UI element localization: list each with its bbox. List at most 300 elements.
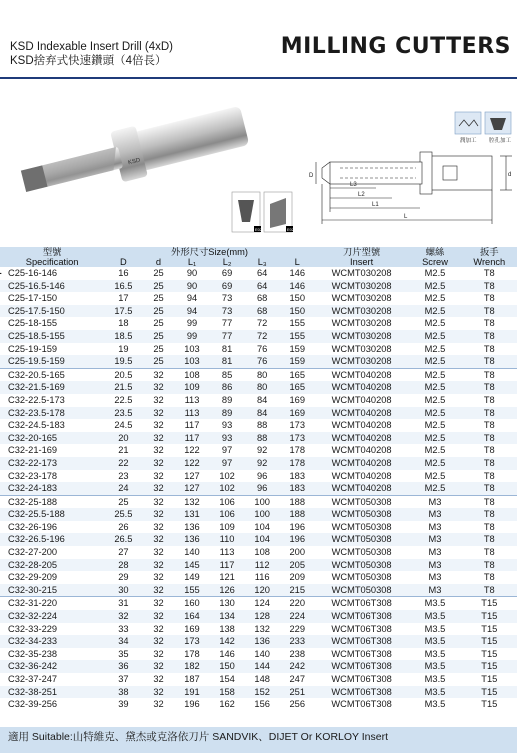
cell-model: C32-39-256 — [0, 698, 104, 711]
cell-insert: WCMT030208 — [315, 317, 409, 330]
cell-insert: WCMT040208 — [315, 457, 409, 470]
cell-L3: 76 — [245, 343, 280, 356]
header-screw-cn: 螺絲 — [408, 247, 461, 257]
cell-wrench: T8 — [462, 482, 517, 495]
cell-model: C32-38-251 — [0, 686, 104, 699]
table-row — [0, 381, 517, 394]
cell-model: C32-23.5-178 — [0, 407, 104, 420]
cell-model: C32-22.5-173 — [0, 394, 104, 407]
cell-L2: 158 — [210, 686, 245, 699]
cell-L1: 103 — [174, 343, 209, 356]
cell-insert: WCMT030208 — [315, 305, 409, 318]
cell-L2: 89 — [210, 407, 245, 420]
cell-L3: 100 — [245, 508, 280, 521]
table-row — [0, 305, 517, 318]
table-row — [0, 407, 517, 420]
cell-model: C25-19-159 — [0, 343, 104, 356]
cell-L: 155 — [280, 317, 315, 330]
cell-d: 32 — [143, 508, 175, 521]
cell-L: 188 — [280, 495, 315, 508]
cell-model: C25-19.5-159 — [0, 355, 104, 368]
cell-D: 36 — [104, 660, 142, 673]
cell-D: 32 — [104, 610, 142, 623]
cell-L: 220 — [280, 597, 315, 610]
cell-wrench: T8 — [462, 546, 517, 559]
table-row — [0, 330, 517, 343]
title-english: KSD Indexable Insert Drill (4xD) — [10, 41, 173, 53]
table-row — [0, 368, 517, 381]
cell-D: 23 — [104, 470, 142, 483]
boring-icon — [485, 112, 512, 144]
cell-D: 28 — [104, 559, 142, 572]
cell-L2: 121 — [210, 571, 245, 584]
table-row — [0, 457, 517, 470]
header-D: D — [104, 257, 142, 267]
cell-L: 178 — [280, 457, 315, 470]
cell-D: 19 — [104, 343, 142, 356]
cell-screw: M2.5 — [408, 343, 461, 356]
cell-d: 32 — [143, 407, 175, 420]
cell-L1: 99 — [174, 317, 209, 330]
cell-D: 16.5 — [104, 280, 142, 293]
cell-L2: 117 — [210, 559, 245, 572]
cell-d: 32 — [143, 394, 175, 407]
cell-D: 27 — [104, 546, 142, 559]
cell-screw: M3 — [408, 533, 461, 546]
table-row — [0, 546, 517, 559]
cell-screw: M2.5 — [408, 381, 461, 394]
cell-L2: 81 — [210, 343, 245, 356]
cell-model: C32-26-196 — [0, 521, 104, 534]
svg-text:L: L — [404, 214, 408, 220]
cell-L3: 76 — [245, 355, 280, 368]
cell-d: 32 — [143, 571, 175, 584]
table-row — [0, 317, 517, 330]
cell-L3: 72 — [245, 317, 280, 330]
cell-d: 32 — [143, 533, 175, 546]
cell-D: 16 — [104, 267, 142, 280]
cell-wrench: T15 — [462, 660, 517, 673]
cell-model: C32-25-188 — [0, 495, 104, 508]
cell-screw: M2.5 — [408, 457, 461, 470]
cell-wrench: T15 — [462, 635, 517, 648]
cell-screw: M3.5 — [408, 660, 461, 673]
cell-model: C32-21-169 — [0, 444, 104, 457]
cell-d: 25 — [143, 317, 175, 330]
cell-L1: 122 — [174, 457, 209, 470]
cell-L3: 156 — [245, 698, 280, 711]
cell-wrench: T8 — [462, 559, 517, 572]
cell-L1: 103 — [174, 355, 209, 368]
cell-screw: M2.5 — [408, 368, 461, 381]
cell-L2: 73 — [210, 292, 245, 305]
cell-model: C25-16.5-146 — [0, 280, 104, 293]
cell-insert: WCMT050308 — [315, 495, 409, 508]
cell-screw: M2.5 — [408, 305, 461, 318]
cell-L3: 68 — [245, 305, 280, 318]
cell-L: 242 — [280, 660, 315, 673]
cell-wrench: T8 — [462, 508, 517, 521]
cell-d: 32 — [143, 470, 175, 483]
cell-screw: M2.5 — [408, 292, 461, 305]
cell-wrench: T8 — [462, 343, 517, 356]
cell-screw: M3 — [408, 584, 461, 597]
cell-L1: 136 — [174, 533, 209, 546]
cell-L2: 113 — [210, 546, 245, 559]
cell-model: C25-17-150 — [0, 292, 104, 305]
insert-images — [232, 192, 293, 232]
cell-d: 32 — [143, 584, 175, 597]
cell-L3: 88 — [245, 419, 280, 432]
cell-insert: WCMT030208 — [315, 292, 409, 305]
cell-D: 20 — [104, 432, 142, 445]
table-row — [0, 292, 517, 305]
cell-L: 159 — [280, 355, 315, 368]
cell-wrench: T8 — [462, 267, 517, 280]
page-header — [0, 0, 517, 78]
cell-wrench: T8 — [462, 457, 517, 470]
cell-wrench: T8 — [462, 584, 517, 597]
cell-d: 32 — [143, 419, 175, 432]
cell-d: 25 — [143, 267, 175, 280]
drill-photo — [17, 100, 251, 206]
cell-L2: 150 — [210, 660, 245, 673]
cell-insert: WCMT040208 — [315, 381, 409, 394]
cell-model: C25-17.5-150 — [0, 305, 104, 318]
cell-L3: 144 — [245, 660, 280, 673]
cell-wrench: T15 — [462, 686, 517, 699]
cell-L2: 89 — [210, 394, 245, 407]
cell-insert: WCMT040208 — [315, 394, 409, 407]
cell-d: 32 — [143, 381, 175, 394]
header-insert-en: Insert — [315, 257, 409, 267]
cell-D: 39 — [104, 698, 142, 711]
cell-insert: WCMT06T308 — [315, 686, 409, 699]
cell-L1: 149 — [174, 571, 209, 584]
cell-model: C32-26.5-196 — [0, 533, 104, 546]
cell-L: 150 — [280, 292, 315, 305]
table-row — [0, 355, 517, 368]
dimension-drawing — [316, 152, 512, 224]
cell-insert: WCMT06T308 — [315, 623, 409, 636]
cell-screw: M3 — [408, 508, 461, 521]
cell-D: 22.5 — [104, 394, 142, 407]
cell-L3: 72 — [245, 330, 280, 343]
cell-L3: 84 — [245, 394, 280, 407]
table-row — [0, 698, 517, 711]
cell-L2: 77 — [210, 330, 245, 343]
cell-screw: M3.5 — [408, 610, 461, 623]
cell-wrench: T15 — [462, 648, 517, 661]
cell-L2: 162 — [210, 698, 245, 711]
cell-L1: 108 — [174, 368, 209, 381]
cell-L2: 134 — [210, 610, 245, 623]
cell-L1: 196 — [174, 698, 209, 711]
cell-L: 173 — [280, 432, 315, 445]
cell-screw: M3 — [408, 559, 461, 572]
cell-wrench: T8 — [462, 330, 517, 343]
cell-L2: 154 — [210, 673, 245, 686]
svg-text:E02: E02 — [287, 227, 295, 232]
cell-wrench: T8 — [462, 533, 517, 546]
cell-L1: 94 — [174, 305, 209, 318]
model-prefix — [0, 267, 2, 280]
table-row — [0, 267, 517, 280]
table-row — [0, 432, 517, 445]
cell-L1: 164 — [174, 610, 209, 623]
drill-figure — [0, 82, 517, 242]
cell-model: C32-27-200 — [0, 546, 104, 559]
table-row — [0, 470, 517, 483]
cell-L1: 127 — [174, 482, 209, 495]
cell-model: C32-32-224 — [0, 610, 104, 623]
cell-D: 17.5 — [104, 305, 142, 318]
cell-model: C32-35-238 — [0, 648, 104, 661]
cell-insert: WCMT050308 — [315, 521, 409, 534]
title-chinese: KSD捨弃式快速鑽頭（4倍長） — [10, 55, 167, 67]
cell-L1: 131 — [174, 508, 209, 521]
cell-insert: WCMT040208 — [315, 482, 409, 495]
cell-L3: 136 — [245, 635, 280, 648]
cell-d: 32 — [143, 648, 175, 661]
cell-L3: 100 — [245, 495, 280, 508]
cell-insert: WCMT06T308 — [315, 660, 409, 673]
cell-screw: M3.5 — [408, 686, 461, 699]
cell-insert: WCMT030208 — [315, 355, 409, 368]
cell-insert: WCMT050308 — [315, 571, 409, 584]
table-row — [0, 394, 517, 407]
header-model-cn: 型號 — [0, 247, 104, 257]
cell-L: 209 — [280, 571, 315, 584]
cell-L1: 178 — [174, 648, 209, 661]
cell-model: C32-28-205 — [0, 559, 104, 572]
cell-L1: 109 — [174, 381, 209, 394]
cell-d: 32 — [143, 635, 175, 648]
cell-insert: WCMT050308 — [315, 559, 409, 572]
cell-d: 25 — [143, 305, 175, 318]
cell-L2: 130 — [210, 597, 245, 610]
svg-text:D: D — [309, 173, 314, 179]
cell-wrench: T8 — [462, 571, 517, 584]
cell-wrench: T8 — [462, 495, 517, 508]
svg-text:腔孔加工: 腔孔加工 — [489, 138, 512, 144]
header-divider — [0, 77, 517, 79]
cell-model: C32-21.5-169 — [0, 381, 104, 394]
cell-L3: 68 — [245, 292, 280, 305]
cell-L2: 93 — [210, 419, 245, 432]
cell-D: 20.5 — [104, 368, 142, 381]
cell-L1: 90 — [174, 280, 209, 293]
cell-screw: M2.5 — [408, 444, 461, 457]
svg-text:L2: L2 — [358, 192, 365, 198]
table-row — [0, 444, 517, 457]
cell-D: 25.5 — [104, 508, 142, 521]
cell-L3: 148 — [245, 673, 280, 686]
cell-L: 178 — [280, 444, 315, 457]
cell-d: 25 — [143, 330, 175, 343]
header-model-en: Specification — [0, 257, 104, 267]
cell-screw: M2.5 — [408, 394, 461, 407]
table-row — [0, 343, 517, 356]
cell-L3: 124 — [245, 597, 280, 610]
cell-L2: 102 — [210, 470, 245, 483]
cell-D: 21.5 — [104, 381, 142, 394]
cell-insert: WCMT06T308 — [315, 610, 409, 623]
cell-insert: WCMT030208 — [315, 343, 409, 356]
cell-wrench: T8 — [462, 317, 517, 330]
cell-insert: WCMT030208 — [315, 280, 409, 293]
cell-insert: WCMT06T308 — [315, 673, 409, 686]
svg-text:E02: E02 — [255, 227, 263, 232]
cell-L: 196 — [280, 521, 315, 534]
cell-L: 169 — [280, 407, 315, 420]
cell-L3: 104 — [245, 533, 280, 546]
cell-L1: 117 — [174, 432, 209, 445]
cell-wrench: T15 — [462, 623, 517, 636]
cell-D: 17 — [104, 292, 142, 305]
cell-d: 25 — [143, 292, 175, 305]
cell-screw: M2.5 — [408, 419, 461, 432]
table-body — [0, 267, 517, 711]
cell-d: 32 — [143, 610, 175, 623]
cell-L: 256 — [280, 698, 315, 711]
cell-screw: M2.5 — [408, 470, 461, 483]
cell-L3: 104 — [245, 521, 280, 534]
cell-d: 25 — [143, 343, 175, 356]
cell-wrench: T8 — [462, 292, 517, 305]
cell-D: 34 — [104, 635, 142, 648]
cell-model: C32-20-165 — [0, 432, 104, 445]
cell-L2: 69 — [210, 267, 245, 280]
cell-model: C25-16-146 — [0, 267, 104, 280]
cell-L3: 140 — [245, 648, 280, 661]
cell-model: C32-31-220 — [0, 597, 104, 610]
cell-D: 31 — [104, 597, 142, 610]
cell-L2: 102 — [210, 482, 245, 495]
cell-L: 224 — [280, 610, 315, 623]
cell-L3: 96 — [245, 482, 280, 495]
drilling-icon — [455, 112, 481, 144]
table-row — [0, 610, 517, 623]
cell-L2: 97 — [210, 444, 245, 457]
table-row — [0, 533, 517, 546]
footer-note: 適用 Suitable:山特維克、黛杰或克洛依刀片 SANDVIK、DIJET Or KORLOY Insert — [0, 727, 517, 753]
cell-d: 32 — [143, 546, 175, 559]
cell-model: C32-24-183 — [0, 482, 104, 495]
cell-L: 233 — [280, 635, 315, 648]
cell-d: 32 — [143, 597, 175, 610]
header-screw-en: Screw — [408, 257, 461, 267]
cell-D: 35 — [104, 648, 142, 661]
cell-insert: WCMT040208 — [315, 444, 409, 457]
cell-L1: 122 — [174, 444, 209, 457]
cell-D: 37 — [104, 673, 142, 686]
cell-model: C32-20.5-165 — [0, 368, 104, 381]
cell-screw: M3 — [408, 546, 461, 559]
cell-wrench: T15 — [462, 698, 517, 711]
cell-d: 32 — [143, 521, 175, 534]
table-row — [0, 584, 517, 597]
table-row — [0, 482, 517, 495]
cell-L1: 145 — [174, 559, 209, 572]
cell-insert: WCMT040208 — [315, 407, 409, 420]
cell-d: 32 — [143, 368, 175, 381]
cell-insert: WCMT06T308 — [315, 698, 409, 711]
cell-L3: 92 — [245, 444, 280, 457]
table-header — [0, 247, 517, 267]
cell-screw: M2.5 — [408, 317, 461, 330]
title-block — [10, 40, 173, 68]
svg-text:潤加工: 潤加工 — [460, 138, 477, 144]
cell-d: 32 — [143, 559, 175, 572]
cell-insert: WCMT06T308 — [315, 648, 409, 661]
cell-screw: M2.5 — [408, 355, 461, 368]
cell-D: 21 — [104, 444, 142, 457]
cell-L3: 64 — [245, 280, 280, 293]
cell-L2: 86 — [210, 381, 245, 394]
cell-model: C32-30-215 — [0, 584, 104, 597]
cell-L1: 169 — [174, 623, 209, 636]
cell-L: 205 — [280, 559, 315, 572]
cell-L3: 80 — [245, 368, 280, 381]
cell-wrench: T8 — [462, 394, 517, 407]
cell-wrench: T8 — [462, 521, 517, 534]
cell-L1: 99 — [174, 330, 209, 343]
cell-L3: 116 — [245, 571, 280, 584]
cell-L3: 112 — [245, 559, 280, 572]
cell-L: 165 — [280, 368, 315, 381]
cell-d: 32 — [143, 432, 175, 445]
cell-screw: M2.5 — [408, 482, 461, 495]
cell-L2: 146 — [210, 648, 245, 661]
cell-wrench: T8 — [462, 305, 517, 318]
cell-L: 188 — [280, 508, 315, 521]
cell-L2: 109 — [210, 521, 245, 534]
cell-L: 150 — [280, 305, 315, 318]
cell-L1: 173 — [174, 635, 209, 648]
cell-L1: 191 — [174, 686, 209, 699]
cell-D: 33 — [104, 623, 142, 636]
cell-insert: WCMT040208 — [315, 368, 409, 381]
cell-screw: M3.5 — [408, 597, 461, 610]
cell-model: C32-34-233 — [0, 635, 104, 648]
cell-model: C32-29-209 — [0, 571, 104, 584]
header-L: L — [280, 257, 315, 267]
cell-d: 32 — [143, 495, 175, 508]
header-L3: L₃ — [245, 257, 280, 267]
cell-L: 183 — [280, 482, 315, 495]
table-row — [0, 508, 517, 521]
cell-L: 247 — [280, 673, 315, 686]
cell-d: 32 — [143, 686, 175, 699]
cell-screw: M2.5 — [408, 432, 461, 445]
cell-screw: M3.5 — [408, 673, 461, 686]
cell-L: 146 — [280, 267, 315, 280]
table-row — [0, 635, 517, 648]
header-wrench-en: Wrench — [462, 257, 517, 267]
cell-L3: 88 — [245, 432, 280, 445]
cell-L: 146 — [280, 280, 315, 293]
cell-insert: WCMT040208 — [315, 432, 409, 445]
cell-D: 24.5 — [104, 419, 142, 432]
cell-insert: WCMT040208 — [315, 419, 409, 432]
cell-d: 32 — [143, 444, 175, 457]
header-insert-cn: 刀片型號 — [315, 247, 409, 257]
cell-insert: WCMT050308 — [315, 533, 409, 546]
cell-screw: M2.5 — [408, 407, 461, 420]
cell-screw: M3 — [408, 571, 461, 584]
cell-L3: 128 — [245, 610, 280, 623]
